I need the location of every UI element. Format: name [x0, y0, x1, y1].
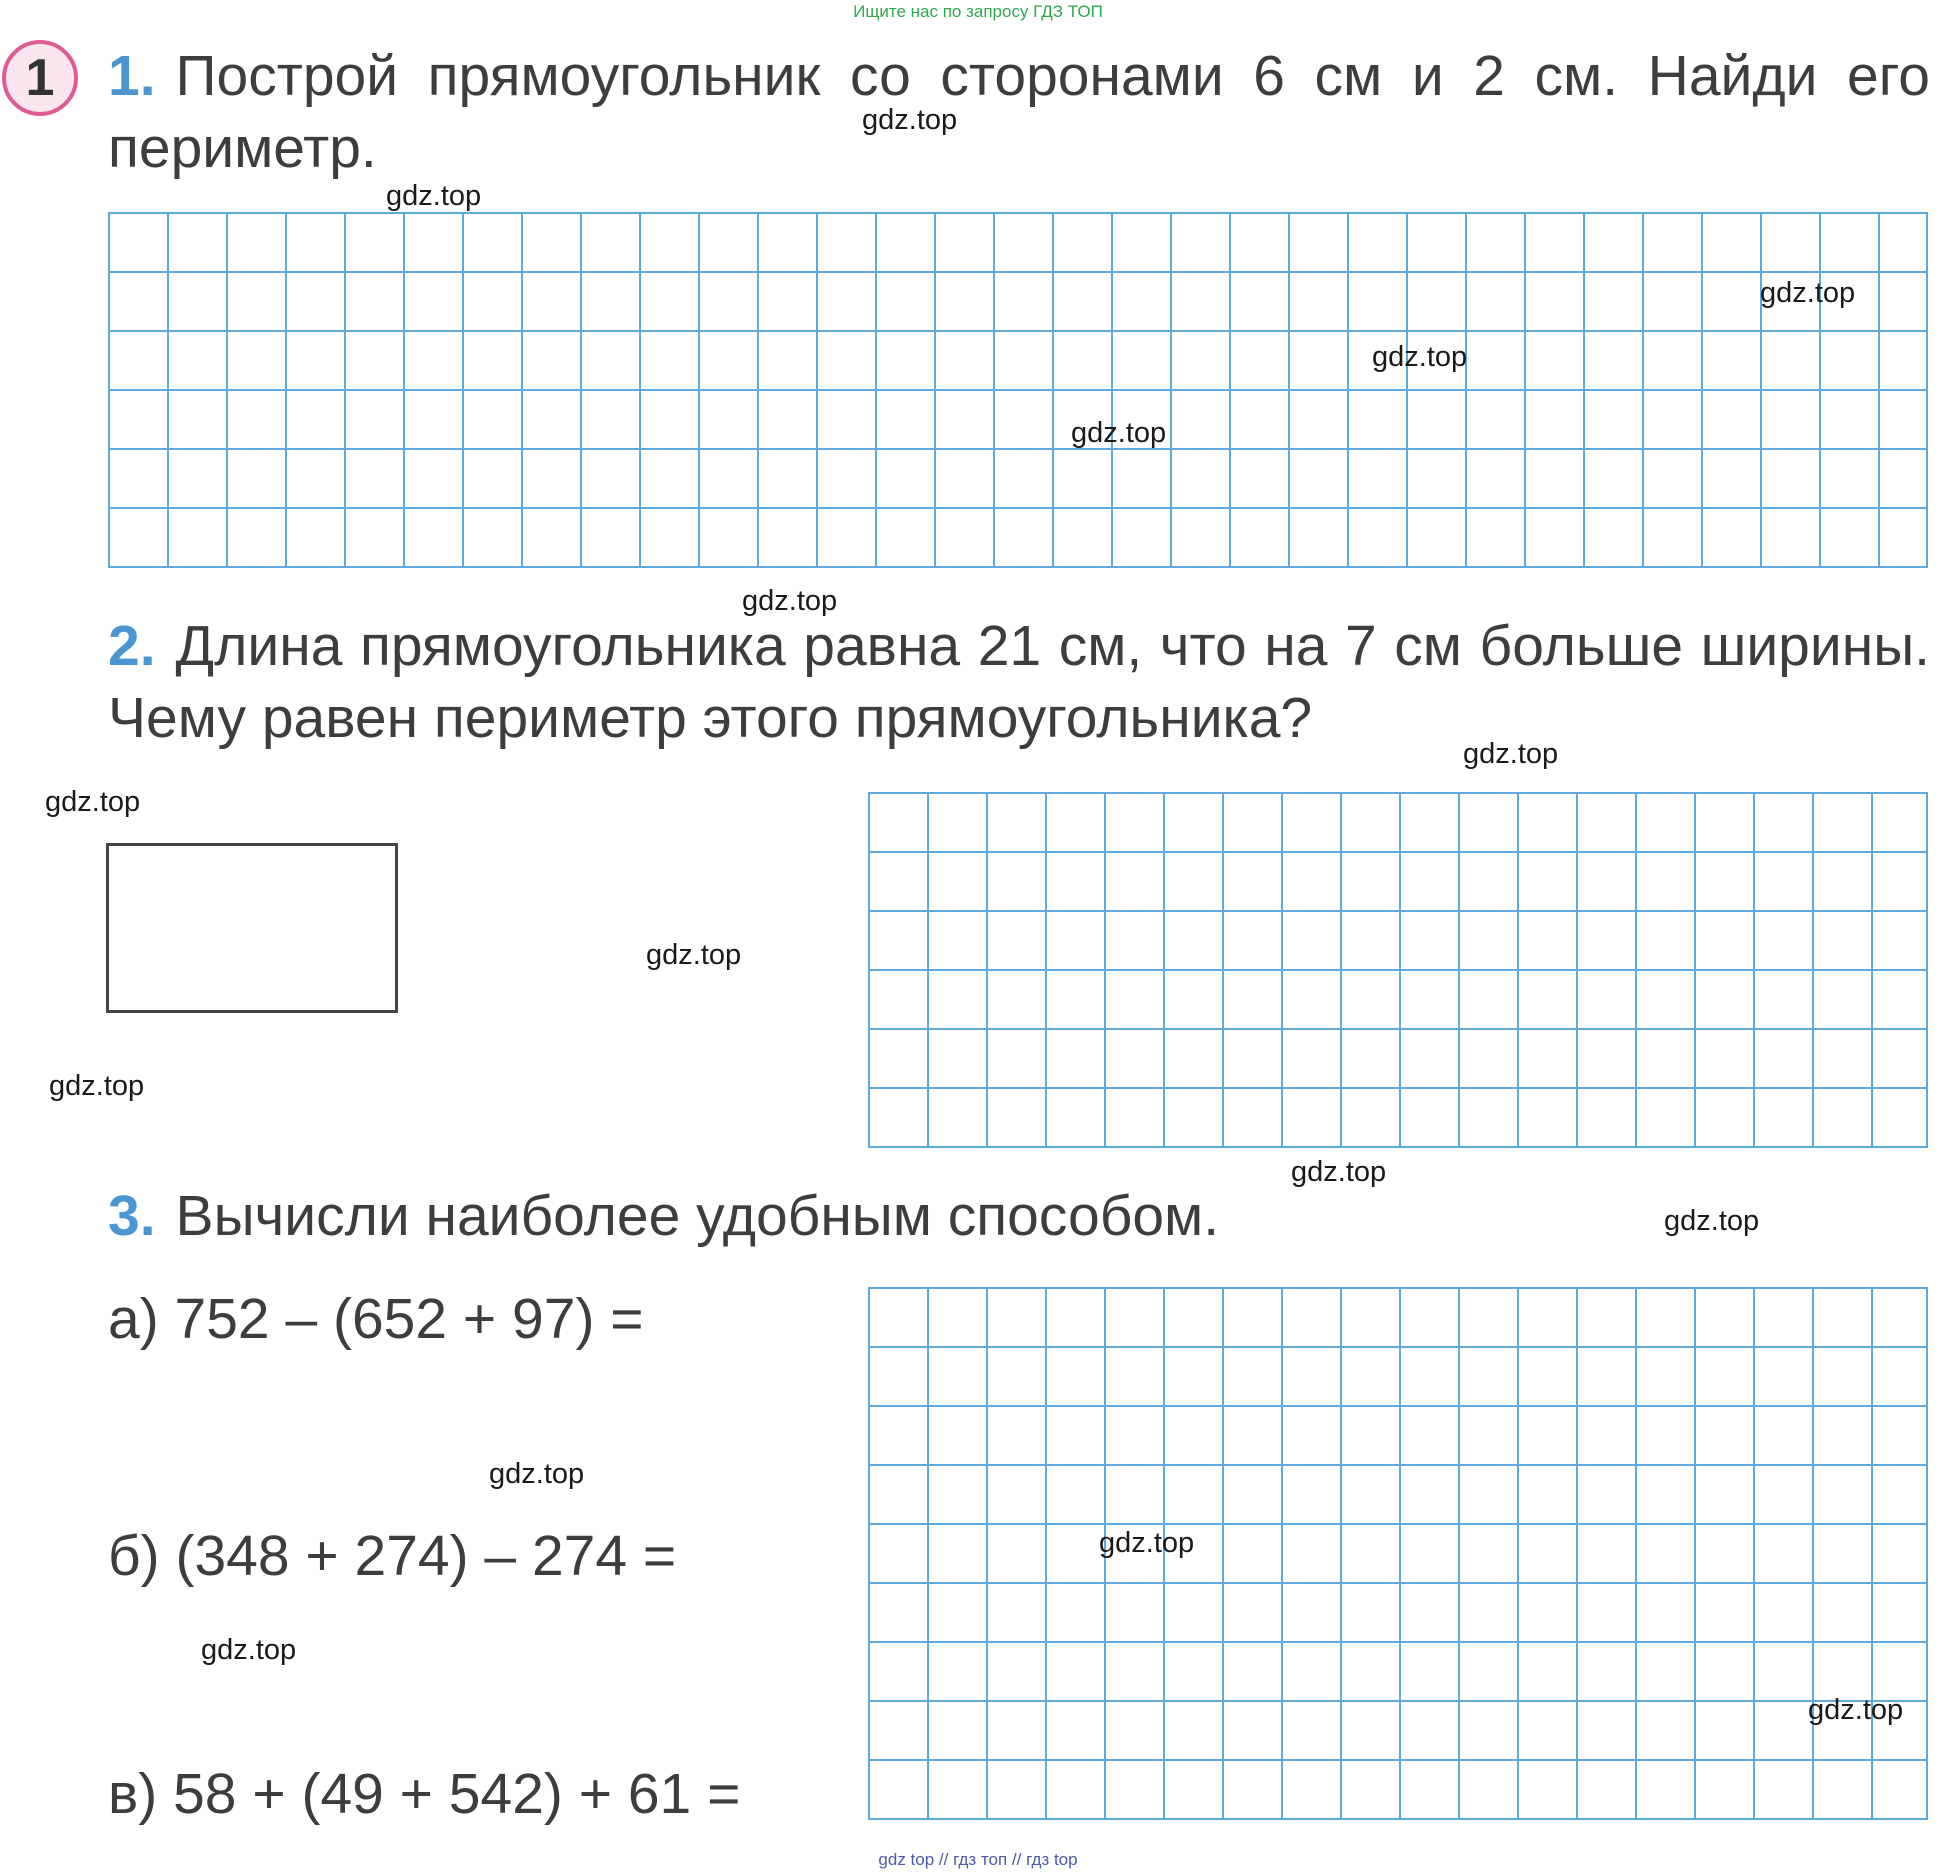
- top-banner[interactable]: Ищите нас по запросу ГДЗ ТОП: [853, 2, 1103, 21]
- task-1: [108, 40, 1930, 184]
- watermark: gdz.top: [1760, 277, 1856, 309]
- watermark: gdz.top: [1071, 417, 1167, 449]
- watermark: gdz.top: [201, 1634, 297, 1666]
- bottom-banner[interactable]: gdz top // гдз топ // гдз top: [878, 1850, 1078, 1869]
- task-1-text: Построй прямоугольник со сторонами 6 см и 2 см. Найди его периметр.: [108, 44, 1930, 180]
- task-2: [108, 610, 1930, 754]
- task-1-number: 1.: [108, 44, 156, 108]
- watermark: gdz.top: [49, 1070, 145, 1102]
- watermark: gdz.top: [386, 180, 482, 212]
- task-3-text: Вычисли наиболее удобным способом.: [175, 1184, 1220, 1248]
- watermark: gdz.top: [1099, 1527, 1195, 1559]
- task-3-number: 3.: [108, 1184, 156, 1248]
- grid-task-3[interactable]: [868, 1287, 1928, 1820]
- grid-task-1[interactable]: [108, 212, 1928, 568]
- watermark: gdz.top: [1664, 1205, 1760, 1237]
- watermark: gdz.top: [1291, 1156, 1387, 1188]
- watermark: gdz.top: [646, 939, 742, 971]
- rectangle-drawing: [106, 843, 398, 1013]
- section-badge: 1: [2, 40, 78, 116]
- task-3: [108, 1180, 1930, 1252]
- expression-c: в) 58 + (49 + 542) + 61 =: [108, 1762, 741, 1826]
- watermark: gdz.top: [742, 585, 838, 617]
- watermark: gdz.top: [1463, 738, 1559, 770]
- task-2-text: Длина прямоугольника равна 21 см, что на 7 см больше ширины. Чему равен периметр этого прямоугольника?: [108, 614, 1930, 750]
- watermark: gdz.top: [1372, 341, 1468, 373]
- grid-task-2[interactable]: [868, 792, 1928, 1148]
- watermark: gdz.top: [45, 786, 141, 818]
- watermark: gdz.top: [1808, 1694, 1904, 1726]
- expression-b: б) (348 + 274) – 274 =: [108, 1524, 677, 1588]
- watermark: gdz.top: [489, 1458, 585, 1490]
- task-2-number: 2.: [108, 614, 156, 678]
- expression-a: а) 752 – (652 + 97) =: [108, 1287, 644, 1351]
- watermark: gdz.top: [862, 104, 958, 136]
